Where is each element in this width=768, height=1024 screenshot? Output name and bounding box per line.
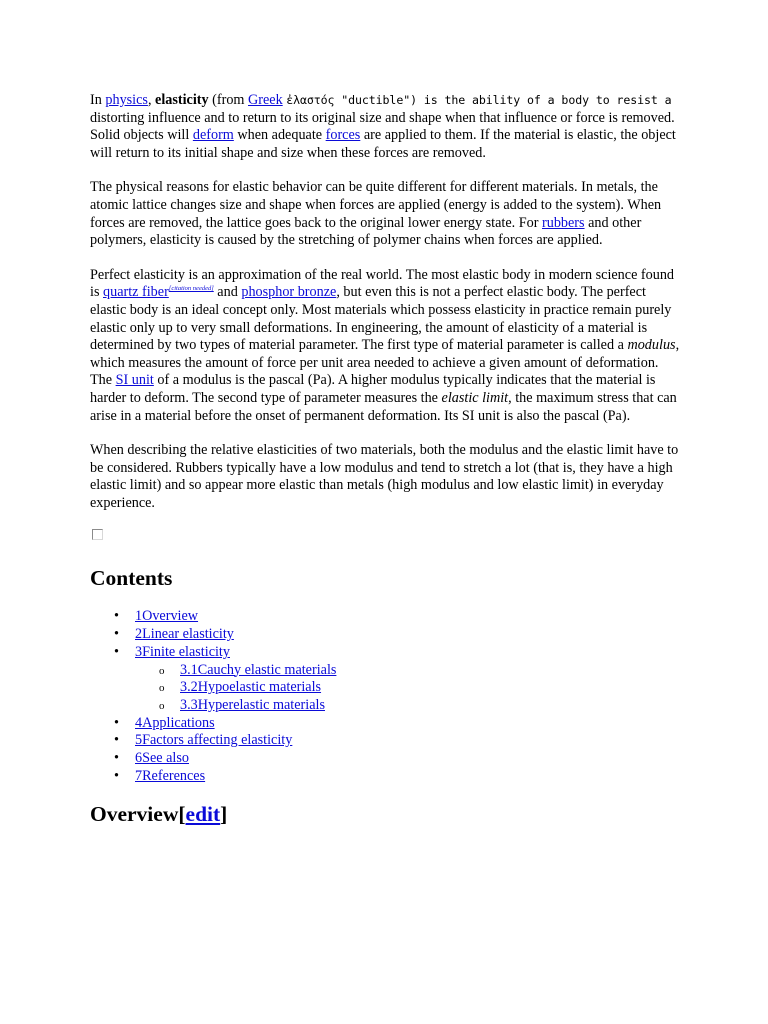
toc-item — [114, 608, 680, 626]
toc-link-see-also[interactable]: 6See also — [135, 750, 189, 767]
toc-link-linear-elasticity[interactable]: 2Linear elasticity — [135, 626, 234, 643]
toc-link-hyperelastic[interactable]: 3.3Hyperelastic materials — [180, 696, 325, 713]
paragraph-perfect-elasticity: Perfect elasticity is an approximation of the real world. The most elastic body in modern science found is quartz fiber[citation needed] and phosphor bronze, but even this is not a perfect elastic body. The perfect elastic body is an ideal concept only. Most materials which possess elasticity in practice remain purely elastic only up to very small deformations. In engineering, the amount of elasticity of a material is determined by two types of material parameter. The first type of material parameter is called a modulus, which measures the amount of force per unit area needed to achieve a given amount of deformation. The SI unit of a modulus is the pascal (Pa). A higher modulus typically indicates that the material is harder to deform. The second type of parameter measures the elastic limit, the maximum stress that can arise in a material before the onset of permanent deformation. Its SI unit is also the pascal (Pa). — [90, 266, 680, 424]
toc-subitem — [159, 697, 680, 715]
toc-item — [114, 626, 680, 644]
link-deform[interactable]: deform — [192, 127, 234, 144]
section-heading-overview: Overview[edit] — [90, 801, 228, 826]
toc-link-overview[interactable]: 1Overview — [135, 608, 199, 625]
edit-link[interactable]: edit — [185, 801, 221, 826]
link-citation-needed[interactable]: [citation needed] — [168, 285, 214, 293]
toc-item — [114, 732, 680, 750]
toc-subitem — [159, 662, 680, 680]
term-modulus: modulus — [627, 337, 676, 354]
link-greek[interactable]: Greek — [248, 92, 283, 108]
toc-sublist — [135, 662, 680, 715]
broken-image-icon — [92, 529, 103, 540]
link-physics[interactable]: physics — [105, 92, 148, 108]
table-of-contents — [90, 608, 680, 785]
paragraph-relative-elasticities: When describing the relative elasticities of two materials, both the modulus and the elastic limit have to be considered. Rubbers typically have a low modulus and tend to stretch a lot (that is, they have a high elastic limit) and so appear more elastic than metals (high modulus and low elastic limit) in everyday experience. — [90, 442, 679, 511]
toc-link-finite-elasticity[interactable]: 3Finite elasticity — [135, 643, 230, 660]
toc-link-hypoelastic[interactable]: 3.2Hypoelastic materials — [180, 679, 322, 696]
toc-link-cauchy[interactable]: 3.1Cauchy elastic materials — [180, 661, 337, 678]
link-forces[interactable]: forces — [325, 127, 361, 144]
link-phosphor-bronze[interactable]: phosphor bronze — [241, 284, 337, 301]
toc-link-references[interactable]: 7References — [135, 767, 206, 784]
link-rubbers[interactable]: rubbers — [542, 214, 585, 231]
term-elastic-limit: elastic limit — [441, 389, 509, 406]
toc-item — [114, 768, 680, 786]
article-body — [90, 92, 680, 844]
toc-link-applications[interactable]: 4Applications — [135, 714, 215, 731]
contents-heading: Contents — [90, 566, 173, 591]
toc-item — [114, 750, 680, 768]
toc-link-factors[interactable]: 5Factors affecting elasticity — [135, 732, 293, 749]
link-si-unit[interactable]: SI unit — [115, 372, 154, 389]
toc-item — [114, 715, 680, 733]
toc-subitem — [159, 679, 680, 697]
paragraph-intro: In physics, elasticity (from Greek ἐλαστός "ductible") is the ability of a body to resist a distorting influence and to return to its original size and shape when that influence or force is removed. Solid objects will deform when adequate forces are applied to them. If the material is elastic, the object will return to its initial shape and size when these forces are removed. — [90, 92, 676, 161]
toc-item — [114, 644, 680, 715]
link-quartz-fiber[interactable]: quartz fiber — [103, 284, 169, 301]
greek-etymology: ἐλαστός "ductible") is the ability of a body to resist a — [286, 93, 672, 107]
term-elasticity: elasticity — [155, 92, 209, 108]
paragraph-physical-reasons: The physical reasons for elastic behavior can be quite different for different materials. In metals, the atomic lattice changes size and shape when forces are applied (energy is added to the system). When forces are removed, the lattice goes back to the original lower energy state. For rubbers and other polymers, elasticity is caused by the stretching of polymer chains when forces are applied. — [90, 179, 662, 249]
